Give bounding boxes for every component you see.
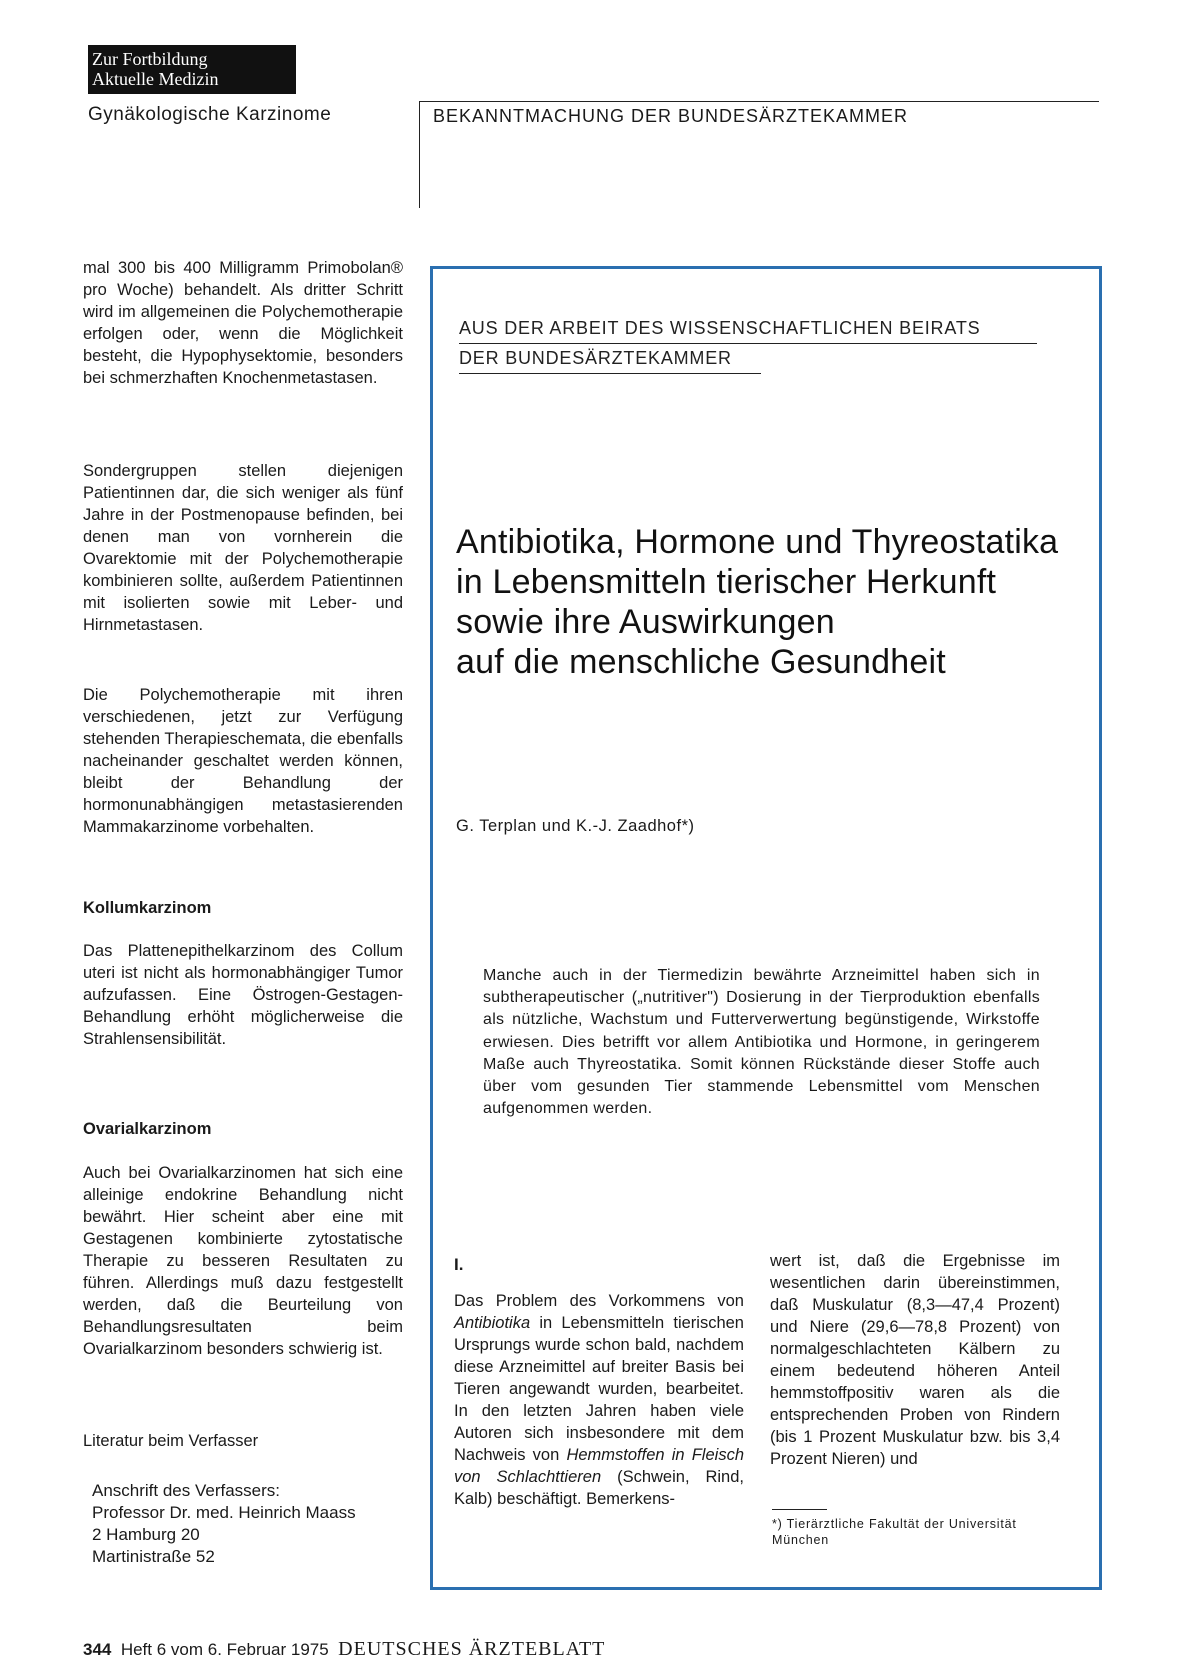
body-column-2: wert ist, daß die Ergebnisse im wesentlichen darin übereinstimmen, daß Muskulatur (8,3—47,4 Prozent) und Niere (29,6—78,8 Prozent) von normalgeschlachteten Kälbern zu einem bedeutend höheren Anteil hemmstoffpositiv waren als die entsprechenden Proben von Rindern (bis 1 Prozent Muskulatur bzw. bis 3,4 Prozent Nieren) und <box>770 1252 1060 1468</box>
right-column-title: BEKANNTMACHUNG DER BUNDESÄRZTEKAMMER <box>433 106 909 126</box>
badge-line-2: Aktuelle Medizin <box>92 69 219 89</box>
section-underline-1 <box>459 343 1037 344</box>
article-title-line-4: auf die menschliche Gesundheit <box>456 643 946 681</box>
heading-ovarialkarzinom: Ovarialkarzinom <box>83 1120 212 1138</box>
left-paragraph-2: Sondergruppen stellen diejenigen Patientinnen dar, die sich weniger als fünf Jahre in der Postmenopause befinden, bei denen man von vornherein die Ovarektomie mit der Polychemotherapie kombinieren sollte, außerdem Patientinnen mit isolierten sowie mit Leber- und Hirnmetastasen. <box>83 462 403 634</box>
author-address <box>92 1480 412 1568</box>
section-badge <box>88 45 296 94</box>
left-paragraph-1: mal 300 bis 400 Milligramm Primobolan® pro Woche) behandelt. Als dritter Schritt wird im allgemeinen die Polychemotherapie erfolgen oder, wenn die Möglichkeit besteht, die Hypophysektomie, besonders bei schmerzhaften Knochenmetastasen. <box>83 259 403 387</box>
header-vertical-rule <box>419 101 420 208</box>
badge-line-1: Zur Fortbildung <box>92 49 208 69</box>
article-authors: G. Terplan und K.-J. Zaadhof*) <box>456 817 695 835</box>
header-horizontal-rule <box>419 101 1099 102</box>
address-label: Anschrift des Verfassers: <box>92 1481 281 1500</box>
article-title-line-1: Antibiotika, Hormone und Thyreostatika <box>456 523 1059 561</box>
article-title-line-3: sowie ihre Auswirkungen <box>456 603 835 641</box>
footnote: *) Tierärztliche Fakultät der Universität München <box>772 1517 1017 1547</box>
heading-kollumkarzinom: Kollumkarzinom <box>83 899 212 917</box>
page-number: 344 <box>83 1640 112 1659</box>
address-street: Martinistraße 52 <box>92 1547 215 1566</box>
article-abstract: Manche auch in der Tiermedizin bewährte Arzneimittel haben sich in subtherapeutischer („nutritiver") Dosierung in der Tierproduktion ebenfalls als nützliche, Wachstum und Futterverwertung begünstigende, Wirkstoffe erwiesen. Dies betrifft vor allem Antibiotika und Hormone, in geringerem Maße auch Thyreostatika. Somit können Rückstände dieser Stoffe auch über vom gesunden Tier stammende Lebensmittel vom Menschen aufgenommen werden. <box>483 967 1040 1118</box>
article-title-line-2: in Lebensmitteln tierischer Herkunft <box>456 563 997 601</box>
address-name: Professor Dr. med. Heinrich Maass <box>92 1503 356 1522</box>
footnote-rule <box>772 1509 827 1510</box>
left-column-title: Gynäkologische Karzinome <box>88 104 332 125</box>
left-paragraph-4: Das Plattenepithelkarzinom des Collum uteri ist nicht als hormonabhängiger Tumor aufzufassen. Eine Östrogen-Gestagen-Behandlung erhöht möglicherweise die Strahlensensibilität. <box>83 942 403 1048</box>
address-city: 2 Hamburg 20 <box>92 1525 200 1544</box>
literature-note: Literatur beim Verfasser <box>83 1432 259 1450</box>
page-footer <box>83 1638 605 1661</box>
left-paragraph-3: Die Polychemotherapie mit ihren verschiedenen, jetzt zur Verfügung stehenden Therapieschemata, die ebenfalls nacheinander geschaltet werden können, bleibt der Behandlung der hormonunabhängigen metastasierenden Mammakarzinome vorbehalten. <box>83 686 403 836</box>
section-number: I. <box>454 1255 464 1274</box>
section-underline-2 <box>459 373 761 374</box>
section-line-1: AUS DER ARBEIT DES WISSENSCHAFTLICHEN BEIRATS <box>459 318 981 338</box>
section-line-2: DER BUNDESÄRZTEKAMMER <box>459 348 732 368</box>
journal-name: DEUTSCHES ÄRZTEBLATT <box>338 1638 606 1660</box>
body-column-1: Das Problem des Vorkommens von Antibiotika in Lebensmitteln tierischen Ursprungs wurde schon bald, nachdem diese Arzneimittel auf breiter Basis bei Tieren angewandt wurden, bearbeitet. In den letzten Jahren haben viele Autoren sich insbesondere mit dem Nachweis von Hemmstoffen in Fleisch von Schlachttieren (Schwein, Rind, Kalb) beschäftigt. Bemerkens- <box>454 1292 744 1508</box>
left-paragraph-5: Auch bei Ovarialkarzinomen hat sich eine alleinige endokrine Behandlung nicht bewährt. Hier scheint aber eine mit Gestagenen kombinierte zytostatische Therapie zu besseren Resultaten zu führen. Allerdings muß dazu festgestellt werden, daß die Beurteilung von Behandlungsresultaten beim Ovarialkarzinom besonders schwierig ist. <box>83 1164 403 1358</box>
issue-info: Heft 6 vom 6. Februar 1975 <box>120 1640 329 1659</box>
